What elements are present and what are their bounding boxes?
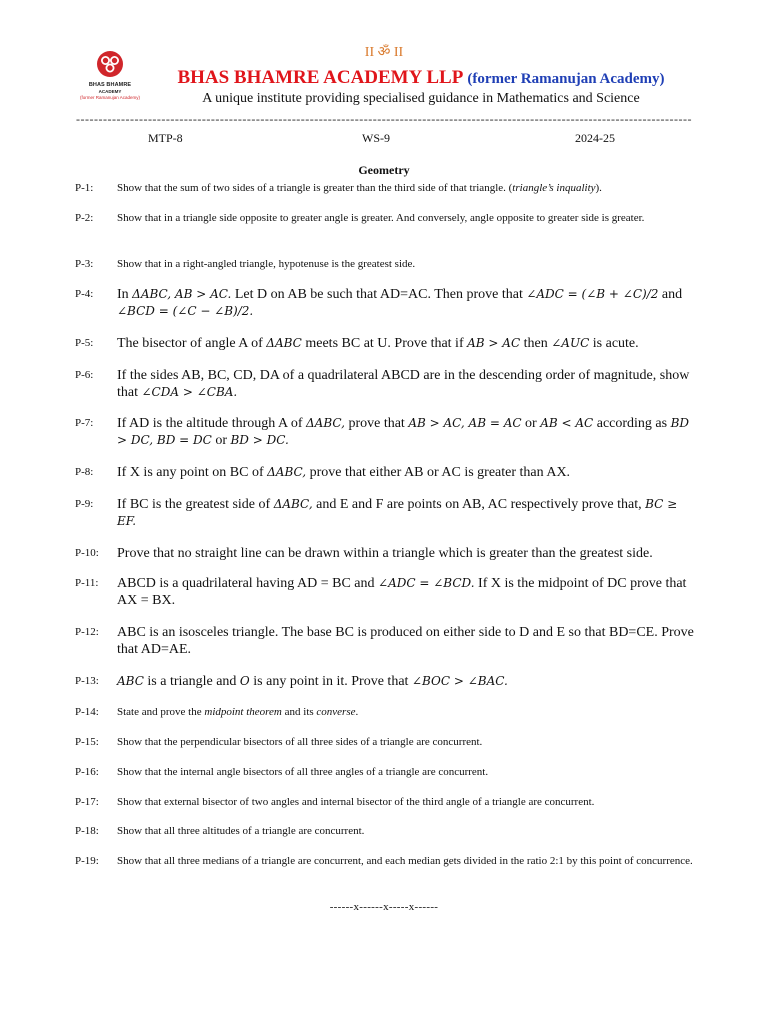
- divider: -----------------------------------------------------------------------------------------------------------------------------------------: [76, 112, 692, 126]
- math-expr: BC ≥ EF.: [117, 497, 678, 528]
- problem-text: Show that external bisector of two angles and internal bisector of the third angle of a triangle are concurrent.: [117, 796, 595, 808]
- problem-item: [75, 545, 695, 562]
- problem-number: P-2:: [75, 212, 94, 224]
- problem-number: P-1:: [75, 182, 94, 194]
- problem-number: P-10:: [75, 547, 99, 559]
- problem-text: Show that all three altitudes of a triangle are concurrent.: [117, 825, 365, 837]
- problem-item: [75, 210, 695, 226]
- problem-item: [75, 575, 695, 609]
- problem-text: [117, 415, 695, 449]
- problem-item: [75, 734, 695, 750]
- problem-number: P-16:: [75, 766, 99, 778]
- academic-year: 2024-25: [575, 131, 615, 145]
- problem-item: [75, 764, 695, 780]
- text-segment: If the sides AB, BC, CD, DA of a quadrilateral ABCD are in the descending order of magnitude, show that: [117, 368, 690, 400]
- text-segment: and its: [281, 706, 317, 718]
- worksheet-code: WS-9: [362, 131, 390, 145]
- text-segment: is a triangle and: [143, 674, 240, 689]
- text-segment: Show that the sum of two sides of a triangle is greater than the third side of that triangle. (: [117, 182, 513, 194]
- problem-number: P-12:: [75, 626, 99, 638]
- term-italic: converse: [316, 706, 356, 718]
- problem-number: P-15:: [75, 736, 99, 748]
- problem-item: [75, 180, 695, 196]
- math-expr: ABC: [117, 674, 144, 688]
- problem-item: [75, 496, 695, 530]
- problem-number: P-13:: [75, 675, 99, 687]
- text-segment: then: [520, 336, 552, 351]
- section-title: Geometry: [358, 163, 410, 177]
- math-expr: BD > DC.: [230, 433, 289, 447]
- text-segment: Let D on AB be such that AD=AC. Then prove that: [231, 287, 527, 302]
- end-marker: ------x------x-----x------: [329, 901, 439, 913]
- math-expr: O: [239, 674, 250, 688]
- former-name: (former Ramanujan Academy): [467, 71, 665, 87]
- text-segment: ).: [595, 182, 602, 194]
- problem-number: P-7:: [75, 417, 94, 429]
- math-expr: ΔABC,: [273, 497, 313, 511]
- problem-number: P-8:: [75, 466, 94, 478]
- problem-text: [117, 575, 695, 609]
- problem-number: P-9:: [75, 498, 94, 510]
- text-segment: .: [355, 706, 359, 718]
- math-expr: AB < AC: [540, 416, 594, 430]
- logo-text-line1: BHAS BHAMRE: [88, 82, 132, 88]
- text-segment: In: [117, 287, 133, 302]
- text-segment: or: [211, 433, 231, 448]
- term-italic: midpoint theorem: [204, 706, 282, 718]
- problem-text: [117, 286, 695, 320]
- text-segment: and: [658, 287, 683, 302]
- problem-text: [117, 367, 695, 401]
- problem-item: [75, 853, 695, 869]
- problem-item: [75, 464, 695, 481]
- problem-number: P-14:: [75, 706, 99, 718]
- problem-text: [117, 180, 695, 196]
- math-expr: ∠BOC > ∠BAC.: [411, 674, 508, 688]
- logo-text-line3: (former Ramanujan Academy): [79, 95, 141, 100]
- problem-text: [117, 335, 695, 352]
- term-italic: triangle’s inquality: [512, 182, 596, 194]
- text-segment: is any point in it. Prove that: [249, 674, 412, 689]
- problem-item: [75, 794, 695, 810]
- academy-name: BHAS BHAMRE ACADEMY LLP: [177, 67, 464, 88]
- math-expr: ΔABC,: [305, 416, 345, 430]
- math-expr: AB > AC: [467, 336, 521, 350]
- math-expr: ∠AUC: [551, 336, 590, 350]
- problem-item: [75, 704, 695, 720]
- math-expr: BD > DC, BD = DC: [117, 416, 690, 447]
- text-segment: The bisector of angle A of: [117, 336, 267, 351]
- text-segment: If X is the midpoint of DC prove that AX = BX.: [117, 576, 687, 608]
- math-expr: ΔABC, AB > AC.: [132, 287, 232, 301]
- text-segment: If X is any point on BC of: [117, 465, 268, 480]
- problem-text: Show that all three medians of a triangle are concurrent, and each median gets divided in the ratio 2:1 by this point of concurrence.: [117, 855, 693, 867]
- problem-text: ABC is an isosceles triangle. The base BC is produced on either side to D and E so that BD=CE. Prove that AD=AE.: [117, 625, 694, 657]
- math-expr: ∠ADC = (∠B + ∠C)/2: [526, 287, 659, 301]
- text-segment: State and prove the: [117, 706, 205, 718]
- problem-item: [75, 673, 695, 690]
- problem-item: [75, 256, 695, 272]
- math-expr: ∠ADC = ∠BCD.: [378, 576, 475, 590]
- text-segment: prove that either AB or AC is greater than AX.: [306, 465, 571, 480]
- problem-text: Show that the internal angle bisectors of all three angles of a triangle are concurrent.: [117, 766, 489, 778]
- problem-number: P-11:: [75, 577, 99, 589]
- problem-number: P-6:: [75, 369, 94, 381]
- problem-text: Prove that no straight line can be drawn within a triangle which is greater than the greatest side.: [117, 546, 653, 561]
- problem-number: P-5:: [75, 337, 94, 349]
- math-expr: ∠BCD = (∠C − ∠B)/2.: [117, 304, 254, 318]
- problem-item: [75, 415, 695, 449]
- problem-number: P-19:: [75, 855, 99, 867]
- problem-item: [75, 823, 695, 839]
- header-title: [150, 67, 692, 89]
- problem-text: Show that in a right-angled triangle, hypotenuse is the greatest side.: [117, 258, 416, 270]
- logo-text-line2: ACADEMY: [98, 89, 122, 94]
- text-segment: and E and F are points on AB, AC respectively prove that,: [312, 497, 646, 512]
- math-expr: ΔABC: [266, 336, 302, 350]
- problem-number: P-17:: [75, 796, 99, 808]
- math-expr: ΔABC,: [267, 465, 307, 479]
- problem-text: [117, 673, 695, 690]
- text-segment: If BC is the greatest side of: [117, 497, 274, 512]
- problem-text: [117, 496, 695, 530]
- problem-number: P-4:: [75, 288, 94, 300]
- problem-text: [117, 704, 695, 720]
- text-segment: or: [521, 416, 541, 431]
- problem-item: [75, 286, 695, 320]
- problem-item: [75, 367, 695, 401]
- text-segment: is acute.: [589, 336, 639, 351]
- text-segment: If AD is the altitude through A of: [117, 416, 306, 431]
- invocation: II ॐ II: [364, 45, 404, 60]
- tagline: A unique institute providing specialised guidance in Mathematics and Science: [202, 91, 640, 106]
- problem-number: P-3:: [75, 258, 94, 270]
- text-segment: prove that: [344, 416, 409, 431]
- problem-item: [75, 335, 695, 352]
- text-segment: meets BC at U. Prove that if: [301, 336, 468, 351]
- test-code: MTP-8: [148, 131, 183, 145]
- problem-text: Show that in a triangle side opposite to greater angle is greater. And conversely, angle opposite to greater side is greater.: [117, 212, 645, 224]
- problem-number: P-18:: [75, 825, 99, 837]
- text-segment: according as: [593, 416, 671, 431]
- math-expr: AB > AC, AB = AC: [408, 416, 522, 430]
- text-segment: ABCD is a quadrilateral having AD = BC and: [117, 576, 379, 591]
- problem-text: Show that the perpendicular bisectors of all three sides of a triangle are concurrent.: [117, 736, 483, 748]
- math-expr: ∠CDA > ∠CBA.: [141, 385, 238, 399]
- problem-item: [75, 624, 695, 658]
- problem-text: [117, 464, 695, 481]
